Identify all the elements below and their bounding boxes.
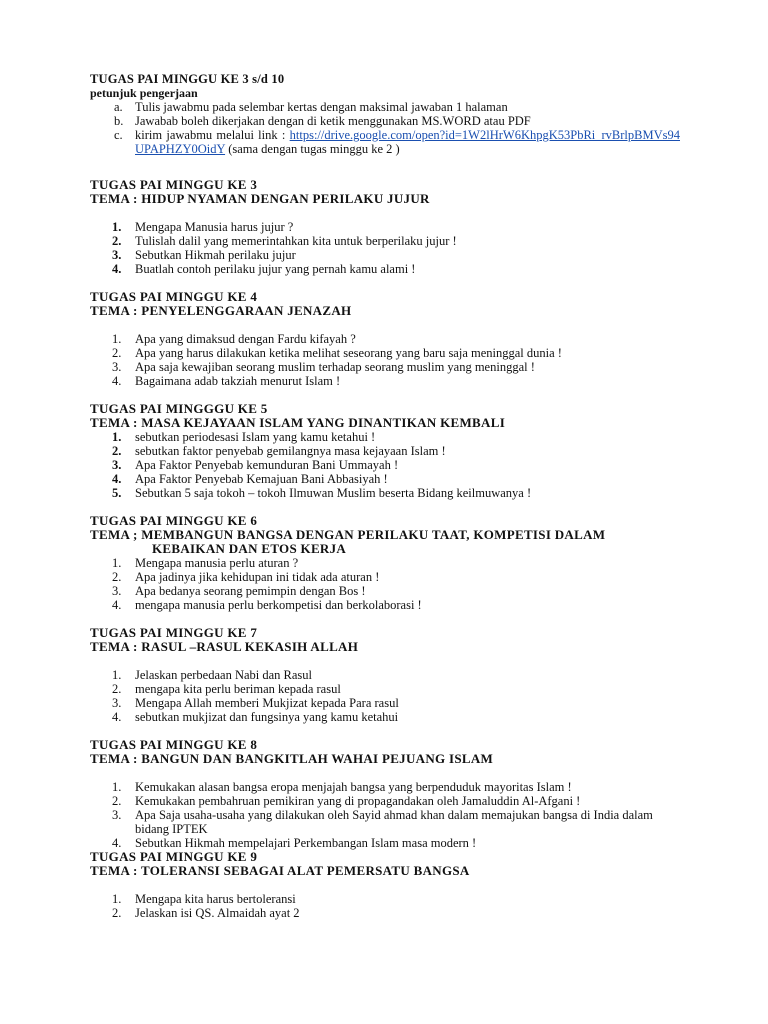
instruction-marker: b. xyxy=(114,114,124,128)
question-item xyxy=(90,234,680,248)
week-section xyxy=(90,402,680,500)
question-text: Apa Saja usaha-usaha yang dilakukan oleh Sayid ahmad khan dalam memajukan bangsa di India dalam bidang IPTEK xyxy=(135,808,653,836)
question-text: Tulislah dalil yang memerintahkan kita untuk berperilaku jujur ! xyxy=(135,234,457,248)
question-number: 4. xyxy=(112,374,122,388)
week-title: TUGAS PAI MINGGGU KE 5 xyxy=(90,401,268,416)
question-item xyxy=(90,906,680,920)
week-theme: TEMA : HIDUP NYAMAN DENGAN PERILAKU JUJUR xyxy=(90,191,430,206)
question-number: 3. xyxy=(112,248,122,262)
question-text: Apa Faktor Penyebab Kemajuan Bani Abbasiyah ! xyxy=(135,472,388,486)
question-number: 2. xyxy=(112,794,122,808)
question-item xyxy=(90,780,680,794)
question-number: 3. xyxy=(112,360,122,374)
question-number: 2. xyxy=(112,346,122,360)
question-text: Sebutkan Hikmah perilaku jujur xyxy=(135,248,296,262)
question-list xyxy=(90,556,680,612)
week-title: TUGAS PAI MINGGU KE 9 xyxy=(90,849,258,864)
question-text: sebutkan mukjizat dan fungsinya yang kamu ketahui xyxy=(135,710,399,724)
question-text: Apa bedanya seorang pemimpin dengan Bos ! xyxy=(135,584,366,598)
week-section xyxy=(90,626,680,724)
week-section xyxy=(90,738,680,850)
week-section xyxy=(90,290,680,388)
question-item xyxy=(90,220,680,234)
question-text: mengapa kita perlu beriman kepada rasul xyxy=(135,682,341,696)
question-text: Mengapa kita harus bertoleransi xyxy=(135,892,296,906)
question-number: 2. xyxy=(112,682,122,696)
week-section xyxy=(90,514,680,612)
question-text: Jelaskan perbedaan Nabi dan Rasul xyxy=(135,668,313,682)
instruction-text: kirim jawabmu melalui link : xyxy=(135,128,290,142)
question-item xyxy=(90,892,680,906)
question-number: 1. xyxy=(112,220,122,234)
question-text: Sebutkan 5 saja tokoh – tokoh Ilmuwan Muslim beserta Bidang keilmuwanya ! xyxy=(135,486,532,500)
question-text: mengapa manusia perlu berkompetisi dan berkolaborasi ! xyxy=(135,598,422,612)
question-item xyxy=(90,374,680,388)
question-item xyxy=(90,556,680,570)
question-number: 5. xyxy=(112,486,122,500)
question-text: Sebutkan Hikmah mempelajari Perkembangan Islam masa modern ! xyxy=(135,836,477,850)
question-text: Mengapa Manusia harus jujur ? xyxy=(135,220,294,234)
document-title: TUGAS PAI MINGGU KE 3 s/d 10 xyxy=(90,72,285,86)
question-number: 4. xyxy=(112,598,122,612)
question-item xyxy=(90,430,680,444)
question-number: 3. xyxy=(112,696,122,710)
question-number: 4. xyxy=(112,710,122,724)
question-text: Kemukakan pembahruan pemikiran yang di propagandakan oleh Jamaluddin Al-Afgani ! xyxy=(135,794,581,808)
instruction-item xyxy=(90,100,680,114)
question-number: 4. xyxy=(112,262,122,276)
question-text: sebutkan periodesasi Islam yang kamu ketahui ! xyxy=(135,430,376,444)
week-theme: TEMA : MASA KEJAYAAN ISLAM YANG DINANTIKAN KEMBALI xyxy=(90,415,506,430)
question-text: Apa Faktor Penyebab kemunduran Bani Ummayah ! xyxy=(135,458,399,472)
week-theme: TEMA ; MEMBANGUN BANGSA DENGAN PERILAKU TAAT, KOMPETISI DALAM xyxy=(90,527,606,542)
question-text: Buatlah contoh perilaku jujur yang pernah kamu alami ! xyxy=(135,262,416,276)
question-list xyxy=(90,332,680,388)
question-number: 2. xyxy=(112,906,122,920)
question-text: Apa saja kewajiban seorang muslim terhadap seorang muslim yang meninggal ! xyxy=(135,360,535,374)
week-section xyxy=(90,850,680,920)
question-number: 1. xyxy=(112,556,122,570)
week-title: TUGAS PAI MINGGU KE 3 xyxy=(90,177,258,192)
week-title: TUGAS PAI MINGGU KE 6 xyxy=(90,513,258,528)
instruction-marker: a. xyxy=(114,100,123,114)
week-section xyxy=(90,178,680,276)
question-item xyxy=(90,668,680,682)
question-list xyxy=(90,220,680,276)
question-text: Bagaimana adab takziah menurut Islam ! xyxy=(135,374,341,388)
question-text: Jelaskan isi QS. Almaidah ayat 2 xyxy=(135,906,300,920)
question-list xyxy=(90,430,680,500)
week-title: TUGAS PAI MINGGU KE 4 xyxy=(90,289,258,304)
document-body xyxy=(90,72,680,920)
week-theme: TEMA : RASUL –RASUL KEKASIH ALLAH xyxy=(90,639,359,654)
question-text: Kemukakan alasan bangsa eropa menjajah bangsa yang berpenduduk mayoritas Islam ! xyxy=(135,780,572,794)
question-number: 1. xyxy=(112,892,122,906)
question-item xyxy=(90,808,680,836)
week-theme: TEMA : PENYELENGGARAAN JENAZAH xyxy=(90,303,352,318)
question-item xyxy=(90,248,680,262)
question-number: 3. xyxy=(112,458,122,472)
question-item xyxy=(90,836,680,850)
question-item xyxy=(90,696,680,710)
question-list xyxy=(90,668,680,724)
question-item xyxy=(90,486,680,500)
week-title: TUGAS PAI MINGGU KE 8 xyxy=(90,737,258,752)
week-title: TUGAS PAI MINGGU KE 7 xyxy=(90,625,258,640)
question-text: sebutkan faktor penyebab gemilangnya masa kejayaan Islam ! xyxy=(135,444,446,458)
question-item xyxy=(90,598,680,612)
question-item xyxy=(90,584,680,598)
question-number: 2. xyxy=(112,234,122,248)
instructions-heading: petunjuk pengerjaan xyxy=(90,86,198,100)
question-text: Apa yang dimaksud dengan Fardu kifayah ? xyxy=(135,332,356,346)
instructions-list xyxy=(90,100,680,156)
question-number: 2. xyxy=(112,570,122,584)
instruction-item xyxy=(90,128,680,156)
week-theme: TEMA : TOLERANSI SEBAGAI ALAT PEMERSATU BANGSA xyxy=(90,863,470,878)
question-text: Mengapa manusia perlu aturan ? xyxy=(135,556,299,570)
week-theme-continued: KEBAIKAN DAN ETOS KERJA xyxy=(152,541,347,556)
question-number: 1. xyxy=(112,430,122,444)
question-item xyxy=(90,794,680,808)
question-item xyxy=(90,682,680,696)
question-item xyxy=(90,710,680,724)
question-list xyxy=(90,892,680,920)
question-text: Apa jadinya jika kehidupan ini tidak ada aturan ! xyxy=(135,570,380,584)
question-item xyxy=(90,332,680,346)
question-number: 3. xyxy=(112,584,122,598)
question-text: Mengapa Allah memberi Mukjizat kepada Para rasul xyxy=(135,696,399,710)
question-number: 1. xyxy=(112,780,122,794)
question-list xyxy=(90,780,680,850)
question-item xyxy=(90,346,680,360)
instruction-text-after: (sama dengan tugas minggu ke 2 ) xyxy=(225,142,400,156)
question-number: 4. xyxy=(112,472,122,486)
question-number: 1. xyxy=(112,332,122,346)
question-item xyxy=(90,458,680,472)
instruction-text: Jawabab boleh dikerjakan dengan di ketik menggunakan MS.WORD atau PDF xyxy=(135,114,531,128)
question-item xyxy=(90,262,680,276)
drive-link[interactable]: https://drive.google.com/open?id=1W2lHrW6KhpgK53PbRi_rvBrlpBMVs94UPAPHZY0OidY xyxy=(135,128,680,156)
question-number: 2. xyxy=(112,444,122,458)
question-text: Apa yang harus dilakukan ketika melihat seseorang yang baru saja meninggal dunia ! xyxy=(135,346,562,360)
week-theme: TEMA : BANGUN DAN BANGKITLAH WAHAI PEJUANG ISLAM xyxy=(90,751,494,766)
question-item xyxy=(90,360,680,374)
question-item xyxy=(90,444,680,458)
question-number: 4. xyxy=(112,836,122,850)
instruction-item xyxy=(90,114,680,128)
instruction-text: Tulis jawabmu pada selembar kertas dengan maksimal jawaban 1 halaman xyxy=(135,100,508,114)
instruction-marker: c. xyxy=(114,128,123,142)
question-item xyxy=(90,472,680,486)
question-number: 3. xyxy=(112,808,122,822)
question-number: 1. xyxy=(112,668,122,682)
question-item xyxy=(90,570,680,584)
